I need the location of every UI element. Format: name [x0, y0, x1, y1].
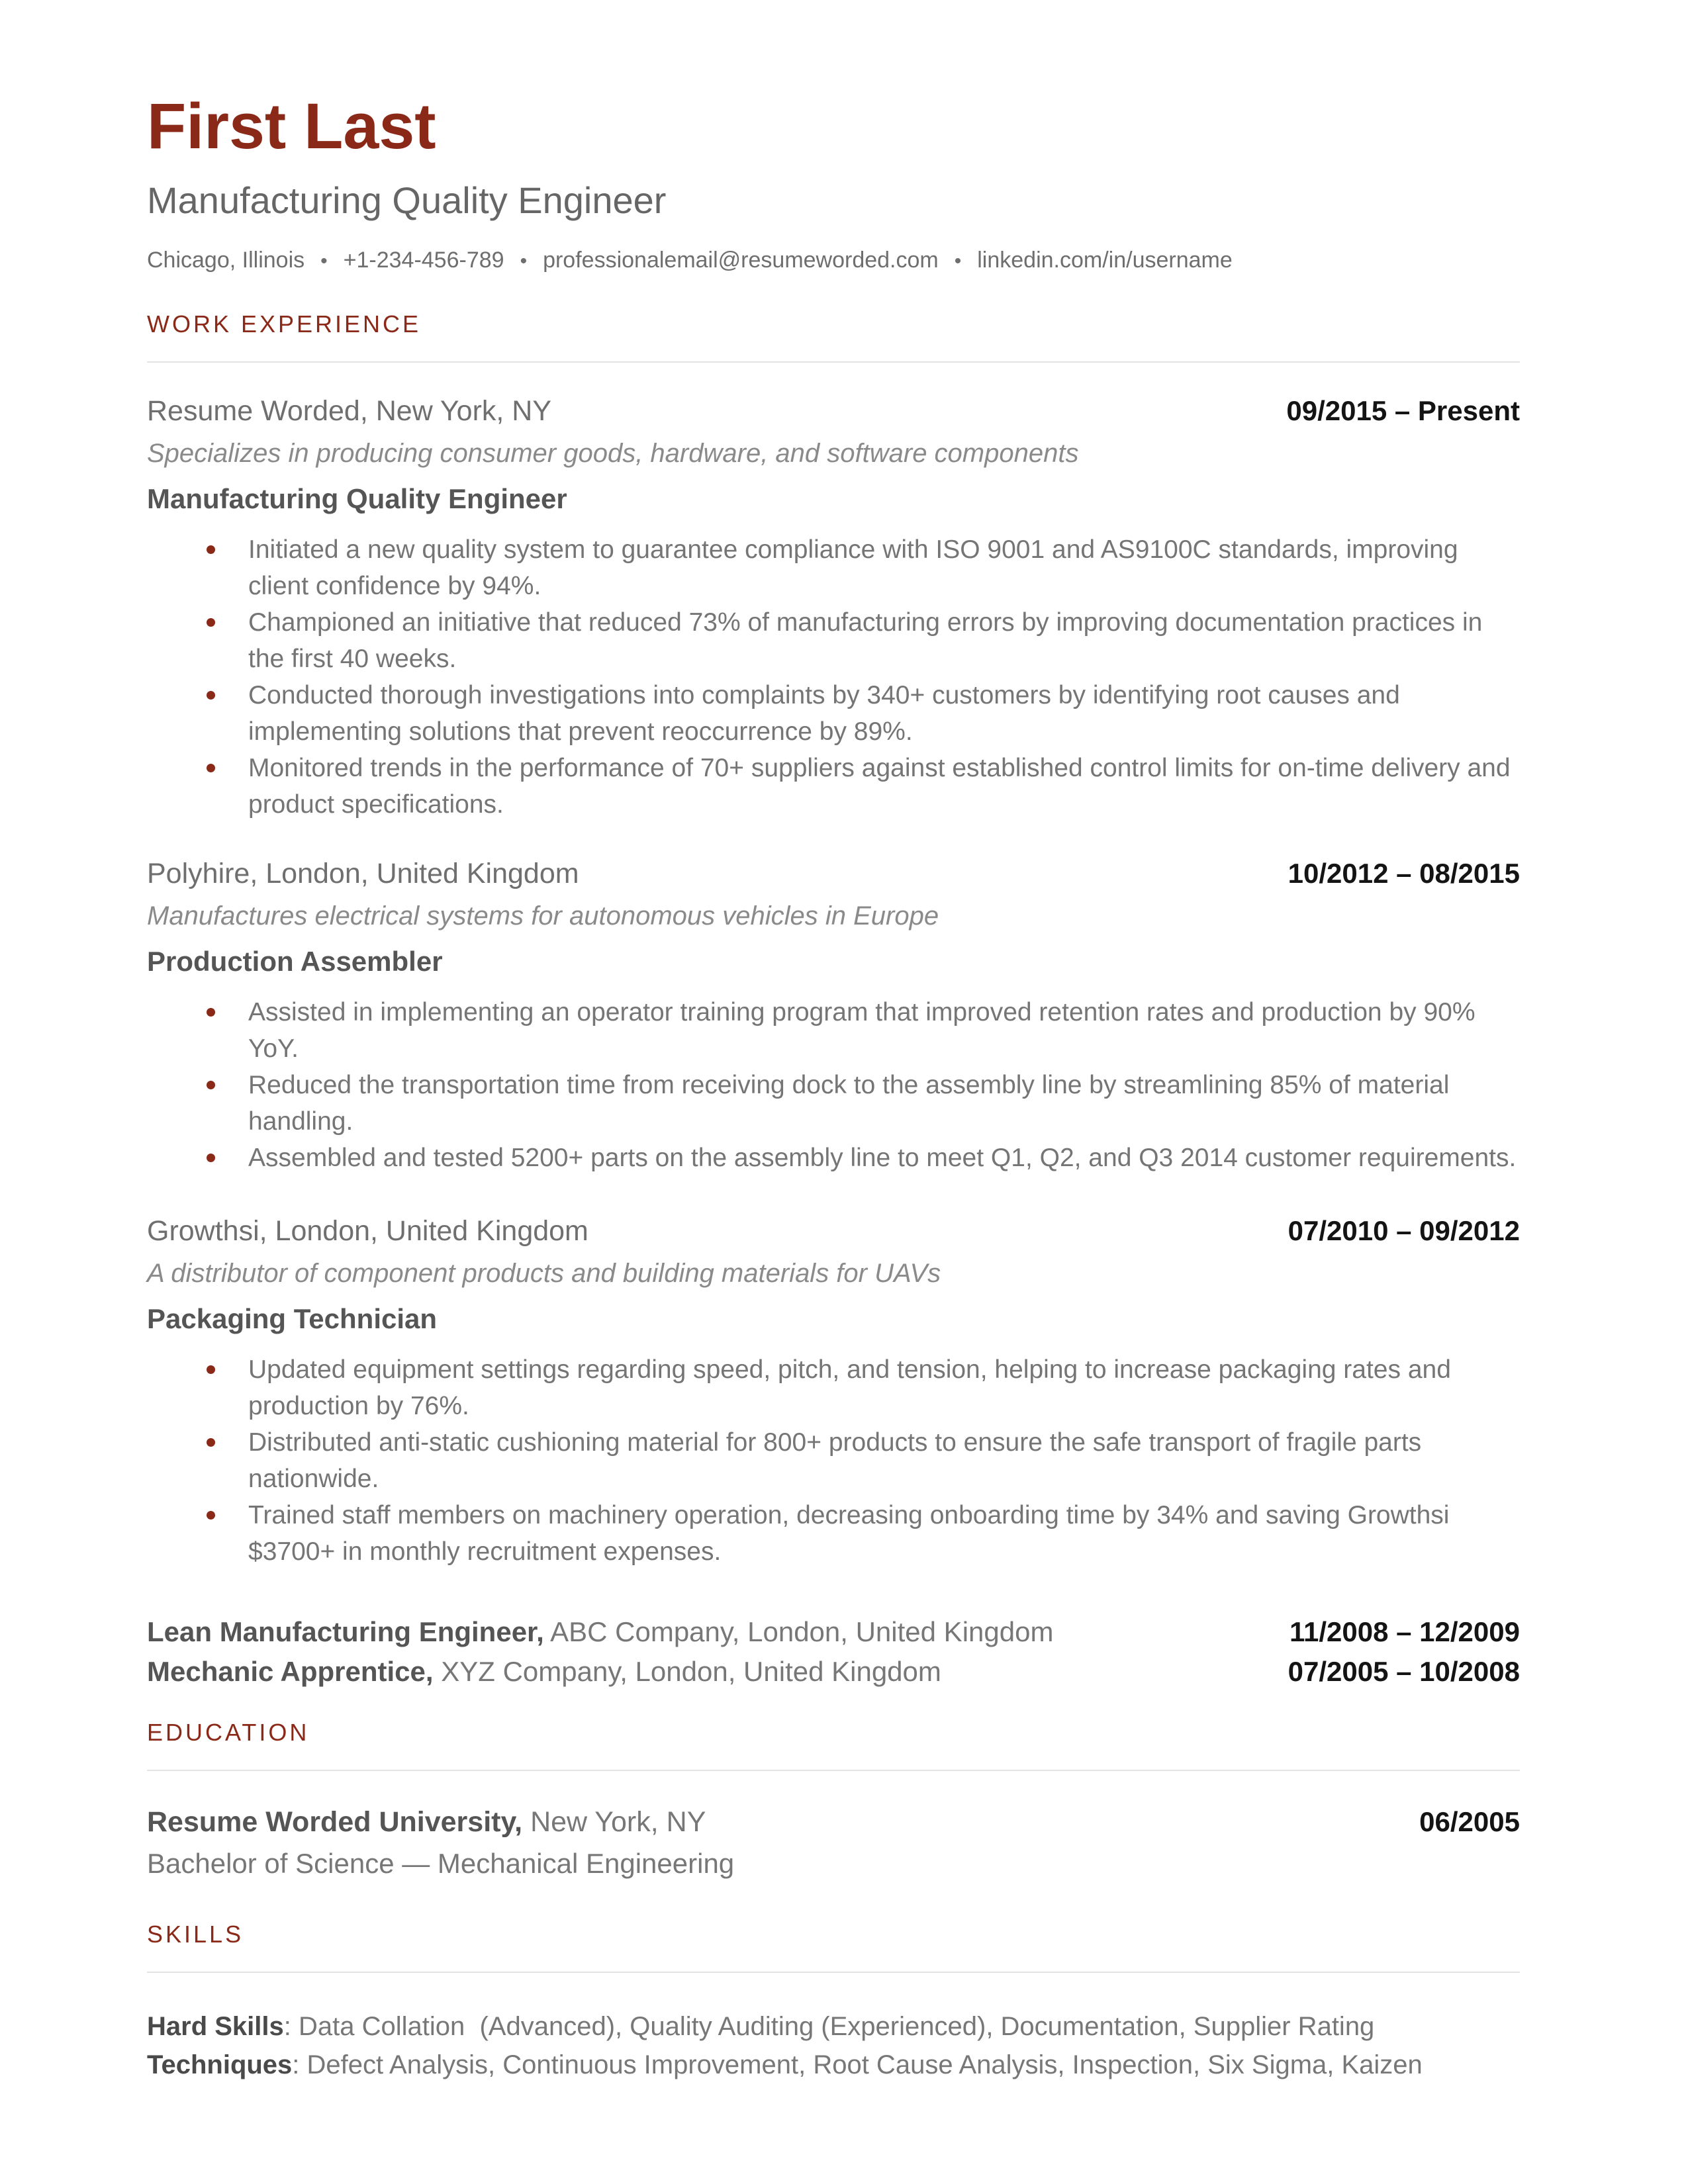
bullet-dot-icon [207, 618, 215, 627]
job-entry [147, 857, 1520, 1176]
education-school-name: Resume Worded University, [147, 1805, 523, 1838]
bullet-dot-icon [207, 1008, 215, 1017]
role-company: XYZ Company, London, United Kingdom [433, 1655, 941, 1687]
skill-category-label: Hard Skills [147, 2011, 284, 2041]
section-heading-skills: SKILLS [147, 1920, 244, 1948]
bullet-text: Distributed anti-static cushioning material for 800+ products to ensure the safe transport of fragile parts nationwide. [248, 1428, 1422, 1493]
section-heading-work: WORK EXPERIENCE [147, 310, 422, 338]
bullet-text: Monitored trends in the performance of 70+ suppliers against established control limits for on-time delivery and product specifications. [248, 753, 1511, 819]
job-dates: 09/2015 – Present [1286, 394, 1520, 426]
contact-email: professionalemail@resumeworded.com [543, 248, 939, 273]
section-work-experience [147, 312, 1520, 1692]
section-divider [147, 1972, 1520, 1973]
job-header-row [147, 394, 1520, 427]
job-dates: 10/2012 – 08/2015 [1288, 857, 1520, 889]
bullet-item [147, 994, 1520, 1067]
job-title: Manufacturing Quality Engineer [147, 482, 567, 514]
person-headline: Manufacturing Quality Engineer [147, 179, 667, 221]
bullet-text: Initiated a new quality system to guarantee compliance with ISO 9001 and AS9100C standards, improving client confidence by 94%. [248, 535, 1458, 600]
job-entry [147, 1214, 1520, 1570]
contact-linkedin: linkedin.com/in/username [977, 248, 1233, 273]
role-row [147, 1612, 1520, 1652]
role-dates: 07/2005 – 10/2008 [1288, 1655, 1520, 1687]
education-dates: 06/2005 [1419, 1805, 1520, 1837]
bullet-dot-icon [207, 1154, 215, 1162]
bullet-item [147, 1067, 1520, 1140]
bullet-dot-icon [207, 1081, 215, 1089]
person-name: First Last [147, 90, 436, 162]
resume-header [147, 90, 1520, 274]
contact-location: Chicago, Illinois [147, 248, 305, 273]
bullet-text: Championed an initiative that reduced 73% of manufacturing errors by improving documentation practices in the first 40 weeks. [248, 608, 1483, 673]
skills-lines [147, 2007, 1520, 2084]
section-education [147, 1718, 1520, 1879]
role-title: Lean Manufacturing Engineer, [147, 1615, 544, 1647]
earlier-roles [147, 1612, 1520, 1692]
job-company: Growthsi, London, United Kingdom [147, 1214, 588, 1247]
section-skills [147, 1920, 1520, 2084]
job-description: A distributor of component products and building materials for UAVs [147, 1258, 941, 1288]
bullet-separator-icon: • [520, 250, 528, 272]
section-heading-education: EDUCATION [147, 1718, 310, 1746]
bullet-item [147, 1497, 1520, 1570]
bullet-item [147, 1140, 1520, 1176]
bullet-dot-icon [207, 1511, 215, 1520]
education-degree: Bachelor of Science — Mechanical Engineering [147, 1847, 735, 1879]
role-title-company [147, 1612, 1053, 1652]
bullet-text: Assisted in implementing an operator training program that improved retention rates and production by 90% YoY. [248, 997, 1476, 1063]
bullet-item [147, 750, 1520, 823]
job-title: Packaging Technician [147, 1302, 438, 1334]
role-row [147, 1652, 1520, 1692]
bullet-text: Assembled and tested 5200+ parts on the assembly line to meet Q1, Q2, and Q3 2014 customer requirements. [248, 1143, 1517, 1172]
bullet-text: Reduced the transportation time from receiving dock to the assembly line by streamlining 85% of material handling. [248, 1070, 1450, 1136]
job-title: Production Assembler [147, 945, 443, 977]
bullet-dot-icon [207, 545, 215, 554]
bullet-item [147, 1424, 1520, 1497]
role-dates: 11/2008 – 12/2009 [1289, 1615, 1520, 1647]
job-description: Manufactures electrical systems for autonomous vehicles in Europe [147, 901, 939, 931]
education-header-row [147, 1805, 1520, 1838]
job-bullets [147, 994, 1520, 1176]
job-entry [147, 394, 1520, 823]
job-dates: 07/2010 – 09/2012 [1288, 1214, 1520, 1246]
bullet-dot-icon [207, 764, 215, 772]
bullet-separator-icon: • [954, 250, 962, 272]
bullet-item [147, 604, 1520, 677]
contact-phone: +1-234-456-789 [343, 248, 504, 273]
section-divider [147, 361, 1520, 363]
bullet-item [147, 677, 1520, 750]
job-description: Specializes in producing consumer goods, hardware, and software components [147, 438, 1079, 468]
bullet-text: Conducted thorough investigations into complaints by 340+ customers by identifying root causes and implementing solutions that prevent reoccurrence by 89%. [248, 680, 1400, 746]
role-company: ABC Company, London, United Kingdom [543, 1615, 1054, 1647]
job-company: Resume Worded, New York, NY [147, 394, 552, 427]
section-divider [147, 1770, 1520, 1771]
job-bullets [147, 1351, 1520, 1570]
bullet-dot-icon [207, 1365, 215, 1374]
contact-line [147, 247, 1520, 274]
bullet-text: Updated equipment settings regarding speed, pitch, and tension, helping to increase packaging rates and production by 76%. [248, 1355, 1451, 1420]
skill-category-values: : Data Collation (Advanced), Quality Auditing (Experienced), Documentation, Supplier Rating [283, 2011, 1375, 2041]
job-bullets [147, 531, 1520, 823]
role-title: Mechanic Apprentice, [147, 1655, 434, 1687]
education-school [147, 1805, 706, 1838]
bullet-separator-icon: • [320, 250, 328, 272]
bullet-dot-icon [207, 691, 215, 700]
skill-row [147, 2046, 1520, 2084]
job-header-row [147, 857, 1520, 889]
bullet-text: Trained staff members on machinery operation, decreasing onboarding time by 34% and saving Growthsi $3700+ in monthly recruitment expenses. [248, 1500, 1450, 1566]
job-header-row [147, 1214, 1520, 1247]
job-company: Polyhire, London, United Kingdom [147, 857, 579, 889]
education-school-location: New York, NY [522, 1805, 706, 1838]
bullet-item [147, 531, 1520, 604]
role-title-company [147, 1652, 941, 1692]
bullet-item [147, 1351, 1520, 1424]
skill-category-label: Techniques [147, 2050, 293, 2079]
skill-category-values: : Defect Analysis, Continuous Improvement, Root Cause Analysis, Inspection, Six Sigma, Kaizen [292, 2050, 1423, 2079]
skill-row [147, 2007, 1520, 2046]
bullet-dot-icon [207, 1438, 215, 1447]
